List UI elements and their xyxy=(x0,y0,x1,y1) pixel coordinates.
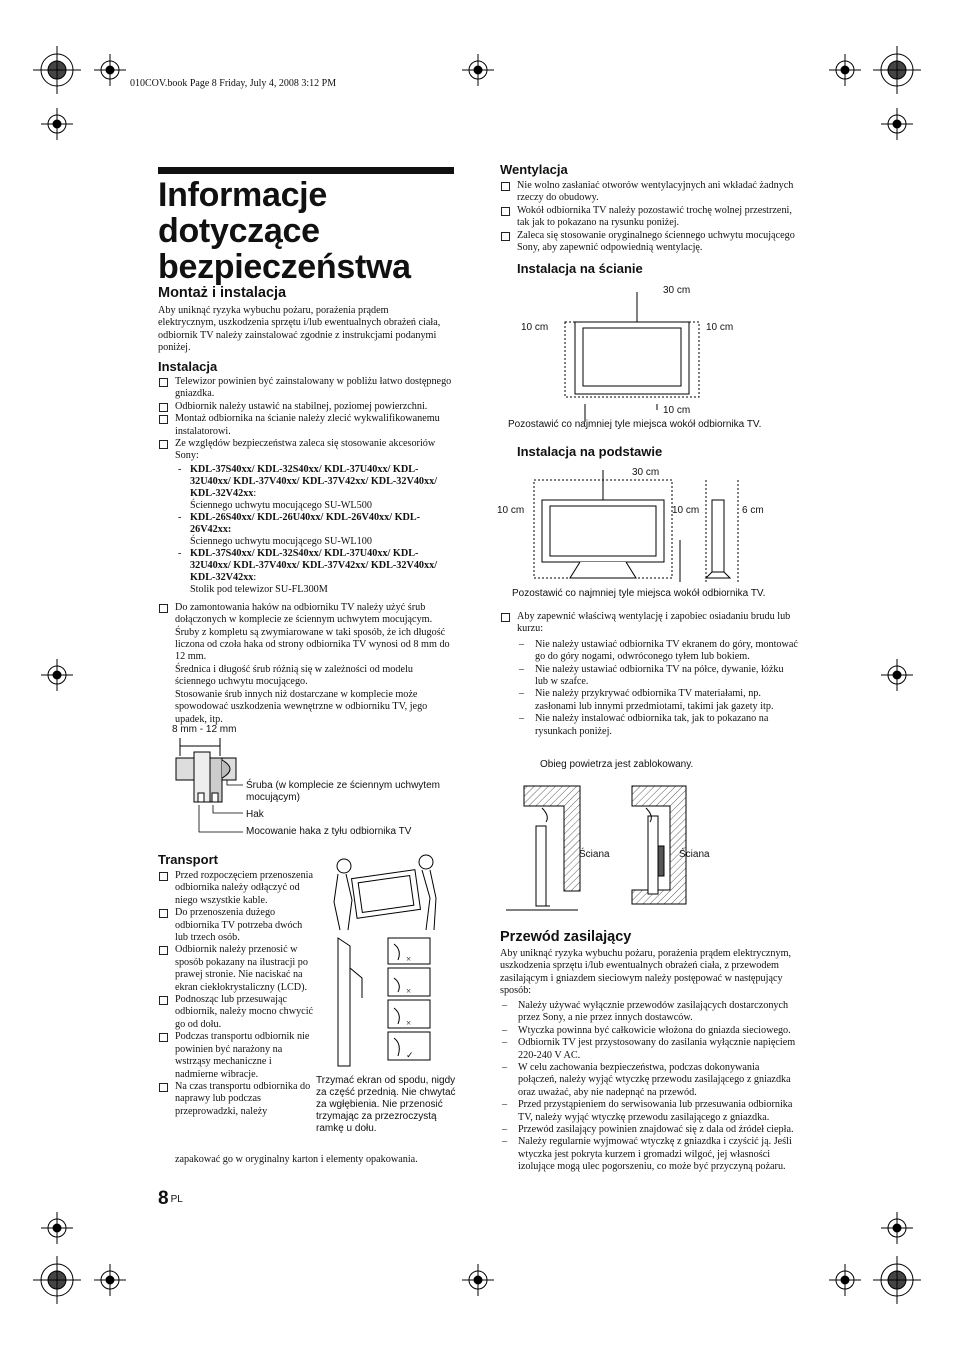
wall-top-clearance: 30 cm xyxy=(663,285,691,296)
list-item: – Przed przystąpieniem do serwisowania lub przesuwania odbiornika TV, należy wyjąć wtyczkę przewodu zasilającego z gniazdka. xyxy=(500,1099,798,1124)
przewod-heading: Przewód zasilający xyxy=(500,929,632,945)
list-item: Na czas transportu odbiornika do naprawy lub podczas przeprowadzki, należy xyxy=(158,1081,314,1118)
wall-left-clearance: 10 cm xyxy=(521,322,549,333)
accessories-intro: Ze względów bezpieczeństwa zaleca się stosowanie akcesoriów Sony: xyxy=(175,438,436,462)
list-item xyxy=(158,438,456,596)
wall-bottom-clearance: 10 cm xyxy=(663,405,691,416)
instalacja-heading: Instalacja xyxy=(158,359,218,374)
screws-text-2: Średnica i długość śrub różnią się w zależności od modelu ściennego uchwytu mocującego. xyxy=(175,663,413,688)
stand-install-caption: Pozostawić co najmniej tyle miejsca wokół odbiornika TV. xyxy=(512,588,766,599)
page-number-value: 8 xyxy=(158,1188,169,1209)
list-item: – Wtyczka powinna być całkowicie włożona do gniazda sieciowego. xyxy=(500,1025,798,1037)
wall-install-caption: Pozostawić co najmniej tyle miejsca wokół odbiornika TV. xyxy=(508,419,762,430)
model-list: KDL-37S40xx/ KDL-32S40xx/ KDL-37U40xx/ KDL-32U40xx/ KDL-37V40xx/ KDL-37V42xx/ KDL-32V40xx/ KDL-32V42xx xyxy=(190,463,438,499)
airflow-intro: Aby zapewnić właściwą wentylację i zapobiec osiadaniu brudu lub kurzu: xyxy=(517,611,791,635)
svg-text:×: × xyxy=(406,986,412,996)
page-number xyxy=(158,1188,183,1210)
model-desc: Stolik pod telewizor SU-FL300M xyxy=(190,583,328,595)
montaz-heading: Montaż i instalacja xyxy=(158,285,287,301)
model-desc: Ściennego uchwytu mocującego SU-WL500 xyxy=(190,499,372,511)
model-desc: Ściennego uchwytu mocującego SU-WL100 xyxy=(190,535,372,547)
przewod-section xyxy=(500,1000,798,1174)
carrying-people-illustration xyxy=(330,852,440,932)
model-item xyxy=(175,512,456,548)
transport-last-line: zapakować go w oryginalny karton i elementy opakowania. xyxy=(175,1154,418,1165)
stand-right-clearance: 10 cm xyxy=(672,505,700,516)
handling-illustrations xyxy=(328,938,438,1066)
model-list: KDL-37S40xx/ KDL-32S40xx/ KDL-37U40xx/ KDL-32U40xx/ KDL-37V40xx/ KDL-37V42xx/ KDL-32V40xx/ KDL-32V42xx xyxy=(190,547,438,583)
transport-heading: Transport xyxy=(158,852,218,867)
transport-caption: Trzymać ekran od spodu, nigdy za część przednią. Nie chwytać za wgłębienia. Nie przenosić trzymając za przezroczystą ramkę u dołu. xyxy=(316,1075,456,1134)
wall-label-2: Ściana xyxy=(679,849,710,860)
model-item xyxy=(175,464,456,512)
sub-item: – Nie należy instalować odbiornika tak, jak to pokazano na rysunkach poniżej. xyxy=(517,713,798,738)
przewod-intro: Aby uniknąć ryzyka wybuchu pożaru, porażenia prądem elektrycznym, uszkodzenia sprzętu i/lub ewentualnych obrażeń ciała, z przewodem zasilającym i gniazdem sieciowym należy postępować w następujący sposób: xyxy=(500,948,792,997)
stand-install-heading: Instalacja na podstawie xyxy=(517,444,663,459)
list-item: Zaleca się stosowanie oryginalnego ściennego uchwytu mocującego Sony, aby zapewnić odpowiednią wentylację. xyxy=(500,230,796,255)
screws-text-3: Stosowanie śrub innych niż dostarczane w komplecie może spowodować uszkodzenia wewnętrzne w odbiorniku TV, jego upadek, itp. xyxy=(175,688,428,725)
wall-right-clearance: 10 cm xyxy=(706,322,734,333)
screw-leader-lines xyxy=(185,760,245,850)
stand-install-diagram xyxy=(530,470,780,585)
hook-label: Hak xyxy=(246,809,264,820)
model-suffix: : xyxy=(253,487,257,499)
screw-dimension-label: 8 mm - 12 mm xyxy=(172,724,237,735)
model-item xyxy=(175,548,456,596)
wentylacja-section xyxy=(500,180,796,254)
running-header: 010COV.book Page 8 Friday, July 4, 2008 3:12 PM xyxy=(130,78,337,89)
page-title: Informacje dotyczące bezpieczeństwa xyxy=(158,176,411,286)
list-item: Przed rozpoczęciem przenoszenia odbiornika należy odłączyć od niego wszystkie kable. xyxy=(158,870,314,907)
airflow-section xyxy=(500,611,798,738)
sub-item: – Nie należy przykrywać odbiornika TV materiałami, np. zasłonami lub innymi przedmiotami, takimi jak gazety itp. xyxy=(517,688,798,713)
title-rule xyxy=(158,167,454,174)
stand-side-clearance: 6 cm xyxy=(742,505,764,516)
list-item: – Należy regularnie wyjmować wtyczkę z gniazdka i czyścić ją. Jeśli wtyczka jest pokryta kurzem i gromadzi wilgoć, jej własności izolujące mogą ulec pogorszeniu, co może być przyczyną pożaru. xyxy=(500,1136,798,1173)
list-item: Odbiornik należy przenosić w sposób pokazany na ilustracji po prawej stronie. Nie naciskać na ekran ciekłokrystaliczny (LCD). xyxy=(158,944,314,994)
page-lang: PL xyxy=(170,1194,183,1205)
instalacja-section xyxy=(158,376,456,726)
list-item: Odbiornik należy ustawić na stabilnej, poziomej powierzchni. xyxy=(158,401,456,413)
list-item xyxy=(500,611,798,738)
model-list: KDL-26S40xx/ KDL-26U40xx/ KDL-26V40xx/ KDL-26V42xx: xyxy=(190,511,421,535)
list-item: Montaż odbiornika na ścianie należy zlecić wykwalifikowanemu instalatorowi. xyxy=(158,413,456,438)
list-item: Telewizor powinien być zainstalowany w pobliżu łatwo dostępnego gniazdka. xyxy=(158,376,456,401)
montaz-intro: Aby uniknąć ryzyka wybuchu pożaru, porażenia prądem elektrycznym, uszkodzenia sprzętu i/lub ewentualnych obrażeń ciała, odbiornik TV należy zainstalować zgodnie z instrukcjami podanymi poniżej. xyxy=(158,305,441,354)
stand-left-clearance: 10 cm xyxy=(497,505,525,516)
transport-section xyxy=(158,870,314,1118)
sub-item: – Nie należy ustawiać odbiornika TV na półce, dywanie, łóżku lub w szafce. xyxy=(517,664,798,689)
wall-label-1: Ściana xyxy=(579,849,610,860)
wentylacja-heading: Wentylacja xyxy=(500,162,568,177)
list-item: – Odbiornik TV jest przystosowany do zasilania wyłącznie napięciem 220-240 V AC. xyxy=(500,1037,798,1062)
screw-label: Śruba (w komplecie ze ściennym uchwytem mocującym) xyxy=(246,780,440,803)
list-item: Podczas transportu odbiornik nie powinien być narażony na wstrząsy mechaniczne i nadmierne wibracje. xyxy=(158,1031,314,1081)
screws-text: Do zamontowania haków na odbiorniku TV należy użyć śrub dołączonych w komplecie ze ściennym uchwytem mocującym. Śruby z kompletu są zwymiarowane w taki sposób, że ich długość liczona od czoła haka od strony odbiornika TV wynosi od 8 mm do 12 mm. xyxy=(175,601,450,663)
wall-install-diagram xyxy=(565,292,715,422)
list-item: Podnosząc lub przesuwając odbiornik, należy mocno chwycić go od dołu. xyxy=(158,994,314,1031)
list-item: – W celu zachowania bezpieczeństwa, podczas dokonywania połączeń, należy wyjąć wtyczkę przewodu zasilającego z gniazdka oraz uważać, aby nie nadepnąć na przewód. xyxy=(500,1062,798,1099)
wall-install-heading: Instalacja na ścianie xyxy=(517,261,643,276)
list-item xyxy=(158,602,456,726)
list-item: Do przenoszenia dużego odbiornika TV potrzeba dwóch lub trzech osób. xyxy=(158,907,314,944)
list-item: Wokół odbiornika TV należy pozostawić trochę wolnej przestrzeni, tak jak to pokazano na rysunku poniżej. xyxy=(500,205,796,230)
list-item: – Przewód zasilający powinien znajdować się z dala od źródeł ciepła. xyxy=(500,1124,798,1136)
svg-text:×: × xyxy=(406,1018,412,1028)
svg-text:✓: ✓ xyxy=(406,1050,414,1060)
model-suffix: : xyxy=(253,571,257,583)
list-item: Nie wolno zasłaniać otworów wentylacyjnych ani wkładać żadnych rzeczy do obudowy. xyxy=(500,180,796,205)
svg-text:×: × xyxy=(406,954,412,964)
sub-item: – Nie należy ustawiać odbiornika TV ekranem do góry, montować go do góry nogami, odwróconego tyłem lub bokiem. xyxy=(517,639,798,664)
blocked-caption: Obieg powietrza jest zablokowany. xyxy=(540,759,694,770)
stand-top-clearance: 30 cm xyxy=(632,467,660,478)
mount-label: Mocowanie haka z tyłu odbiornika TV xyxy=(246,826,412,837)
list-item: – Należy używać wyłącznie przewodów zasilających dostarczonych przez Sony, a nie przez innych dostawców. xyxy=(500,1000,798,1025)
